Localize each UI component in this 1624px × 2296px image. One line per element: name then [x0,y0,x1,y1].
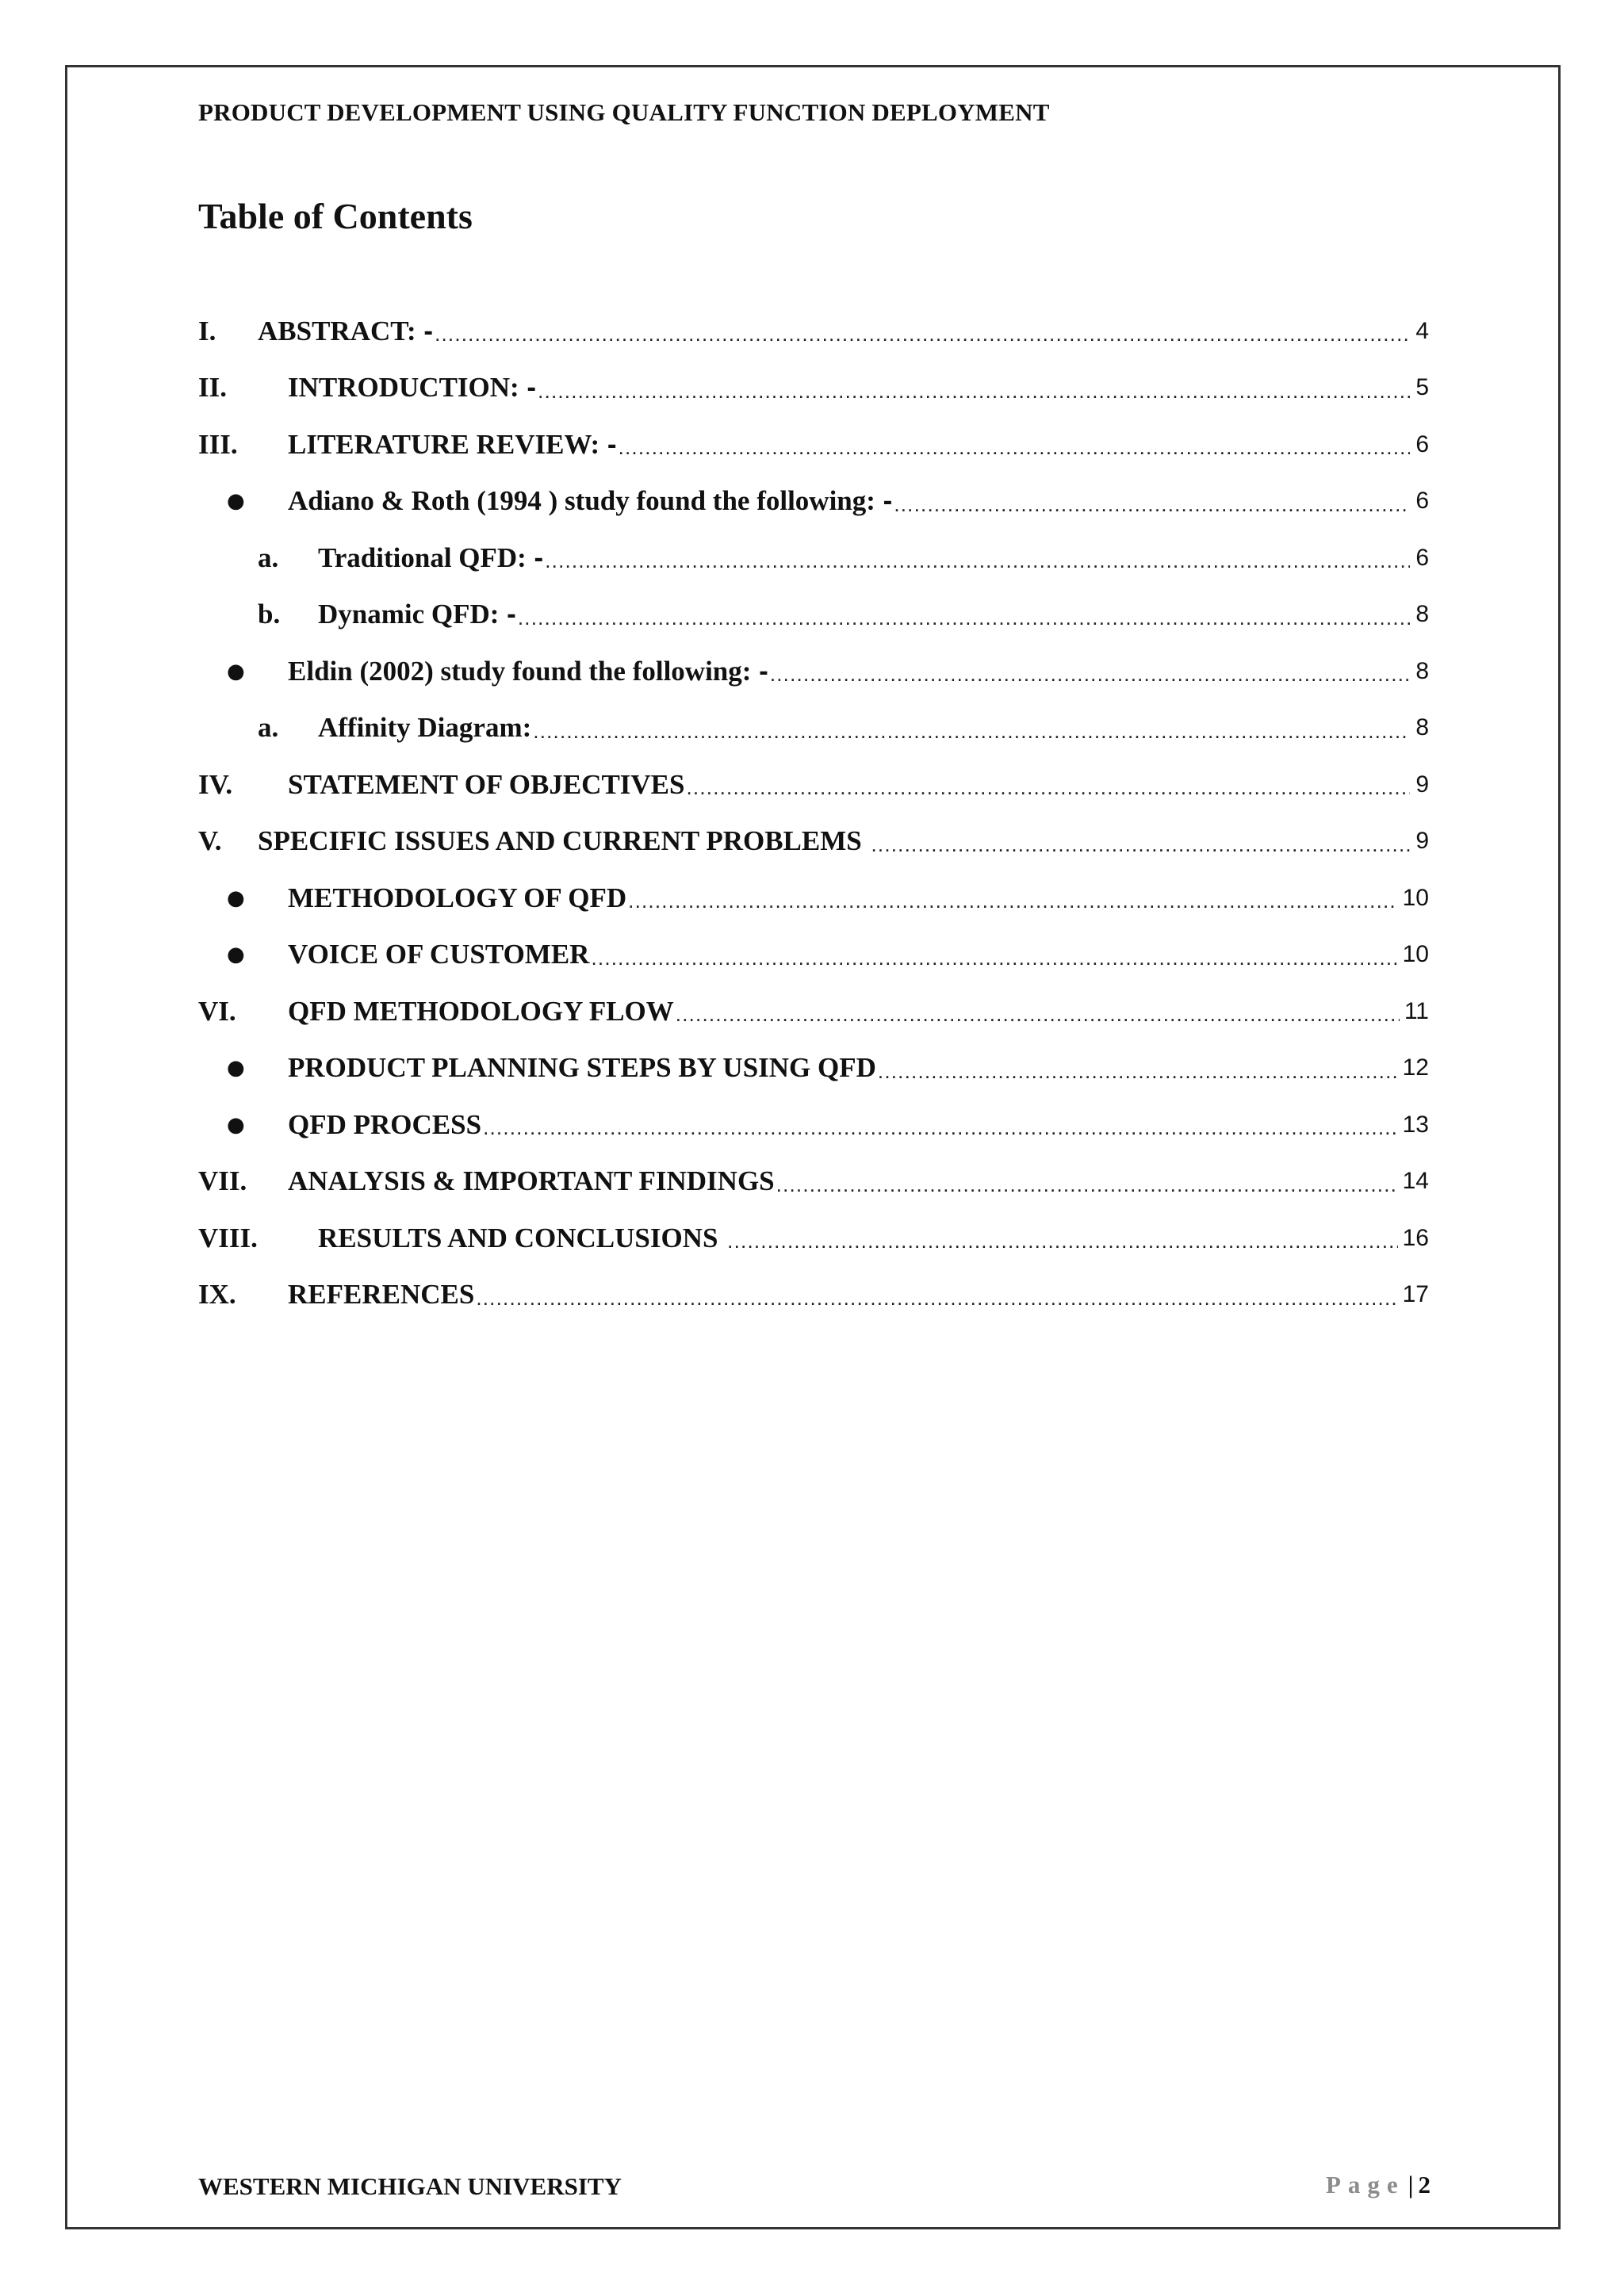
dot-leader [483,1115,1398,1140]
dot-leader [619,435,1410,460]
toc-entry-number: IV. [198,768,233,800]
toc-entry-title: Adiano & Roth (1994 ) study found the following: - [288,485,893,517]
toc-entry-page: 13 [1402,1111,1429,1138]
toc-entry-number: a. [258,541,279,573]
toc-entry-page: 8 [1415,657,1429,684]
toc-entry[interactable] [198,473,1429,530]
toc-entry-number: IX. [198,1279,236,1311]
toc-entry[interactable] [198,530,1429,587]
toc-entry-title: ABSTRACT: - [258,315,434,346]
toc-entry-number: a. [258,712,279,744]
footer-page-label: Page [1325,2171,1405,2198]
toc-entry-title: Eldin (2002) study found the following: - [288,655,768,687]
bullet-icon: ● [227,489,245,514]
toc-entry[interactable] [198,700,1429,757]
toc-entry-title: RESULTS AND CONCLUSIONS [318,1223,727,1254]
toc-entry-dash: - [599,428,617,460]
toc-entry[interactable] [198,643,1429,700]
toc-entry-dash: - [416,315,434,346]
toc-entry-title: QFD METHODOLOGY FLOW [288,995,674,1027]
toc-entry-dash: - [526,541,544,573]
dot-leader [435,322,1410,346]
table-of-contents [198,303,1429,1323]
toc-entry-title: QFD PROCESS [288,1108,482,1140]
dot-leader [878,1059,1398,1084]
toc-entry[interactable] [198,1096,1429,1154]
toc-entry-page: 6 [1415,544,1429,571]
toc-entry[interactable] [198,416,1429,473]
toc-entry[interactable] [198,1210,1429,1267]
toc-heading: Table of Contents [198,196,473,236]
toc-entry[interactable] [198,1154,1429,1211]
toc-entry-number: V. [198,825,222,857]
dot-leader [538,379,1410,404]
toc-entry[interactable] [198,587,1429,644]
toc-entry-number: VII. [198,1165,247,1197]
toc-entry-page: 9 [1415,828,1429,855]
toc-entry-title: SPECIFIC ISSUES AND CURRENT PROBLEMS [258,825,871,857]
toc-entry-number: III. [198,428,238,460]
footer-separator: | [1408,2171,1414,2198]
toc-entry-title: STATEMENT OF OBJECTIVES [288,768,685,800]
dot-leader [727,1229,1397,1253]
toc-entry-dash: - [751,655,768,687]
toc-entry-dash: - [519,372,537,404]
footer-institution: WESTERN MICHIGAN UNIVERSITY [198,2172,622,2200]
dot-leader [894,492,1410,517]
bullet-icon: ● [227,1112,245,1137]
toc-entry[interactable] [198,983,1429,1040]
bullet-icon: ● [227,1056,245,1081]
dot-leader [871,832,1410,857]
toc-entry-dash [718,1223,726,1253]
toc-entry[interactable] [198,303,1429,360]
toc-entry-title: REFERENCES [288,1279,475,1311]
toc-entry-page: 8 [1415,601,1429,628]
dot-leader [676,1002,1400,1027]
toc-entry[interactable] [198,927,1429,984]
toc-entry-title: Traditional QFD: - [318,541,544,573]
toc-entry[interactable] [198,360,1429,417]
toc-entry-title: LITERATURE REVIEW: - [288,428,617,460]
dot-leader [533,719,1410,744]
toc-entry[interactable] [198,813,1429,871]
toc-entry-page: 6 [1415,488,1429,515]
toc-entry-title: Dynamic QFD: - [318,599,516,630]
dot-leader [628,889,1397,913]
footer-page-indicator [1326,2171,1431,2199]
toc-entry[interactable] [198,1267,1429,1324]
dot-leader [687,775,1411,800]
toc-entry-page: 12 [1402,1054,1429,1081]
toc-entry-page: 6 [1415,430,1429,457]
footer-page-number: 2 [1418,2171,1431,2198]
toc-entry-title: METHODOLOGY OF QFD [288,882,627,913]
dot-leader [476,1286,1397,1311]
toc-entry-dash: - [499,599,516,630]
toc-entry-title: PRODUCT PLANNING STEPS BY USING QFD [288,1052,876,1084]
toc-entry-page: 10 [1402,941,1429,968]
toc-entry-dash: - [875,485,893,517]
toc-entry-page: 16 [1402,1224,1429,1251]
toc-entry-page: 8 [1415,714,1429,741]
toc-entry-number: b. [258,599,281,630]
toc-entry-number: VIII. [198,1222,258,1253]
toc-entry[interactable] [198,756,1429,813]
dot-leader [591,946,1397,970]
bullet-icon: ● [227,943,245,967]
dot-leader [518,606,1410,630]
toc-entry-page: 4 [1415,317,1429,344]
toc-entry-page: 5 [1415,374,1429,401]
toc-entry-title: VOICE OF CUSTOMER [288,939,590,970]
toc-entry-title: Affinity Diagram: [318,712,532,744]
bullet-icon: ● [227,659,245,683]
toc-entry-dash [862,825,870,856]
dot-leader [770,662,1410,687]
toc-entry-title: ANALYSIS & IMPORTANT FINDINGS [288,1165,775,1197]
dot-leader [545,549,1410,573]
toc-entry-page: 9 [1415,771,1429,798]
running-header: PRODUCT DEVELOPMENT USING QUALITY FUNCTION DEPLOYMENT [198,98,1050,126]
toc-entry[interactable] [198,870,1429,927]
toc-entry-page: 10 [1402,884,1429,911]
toc-entry-number: I. [198,315,216,346]
toc-entry[interactable] [198,1040,1429,1097]
bullet-icon: ● [227,886,245,910]
toc-entry-page: 17 [1402,1281,1429,1308]
toc-entry-page: 11 [1404,997,1429,1024]
toc-entry-number: II. [198,372,227,404]
toc-entry-page: 14 [1402,1168,1429,1195]
dot-leader [776,1173,1398,1197]
toc-entry-title: INTRODUCTION: - [288,372,537,404]
toc-entry-number: VI. [198,995,236,1027]
